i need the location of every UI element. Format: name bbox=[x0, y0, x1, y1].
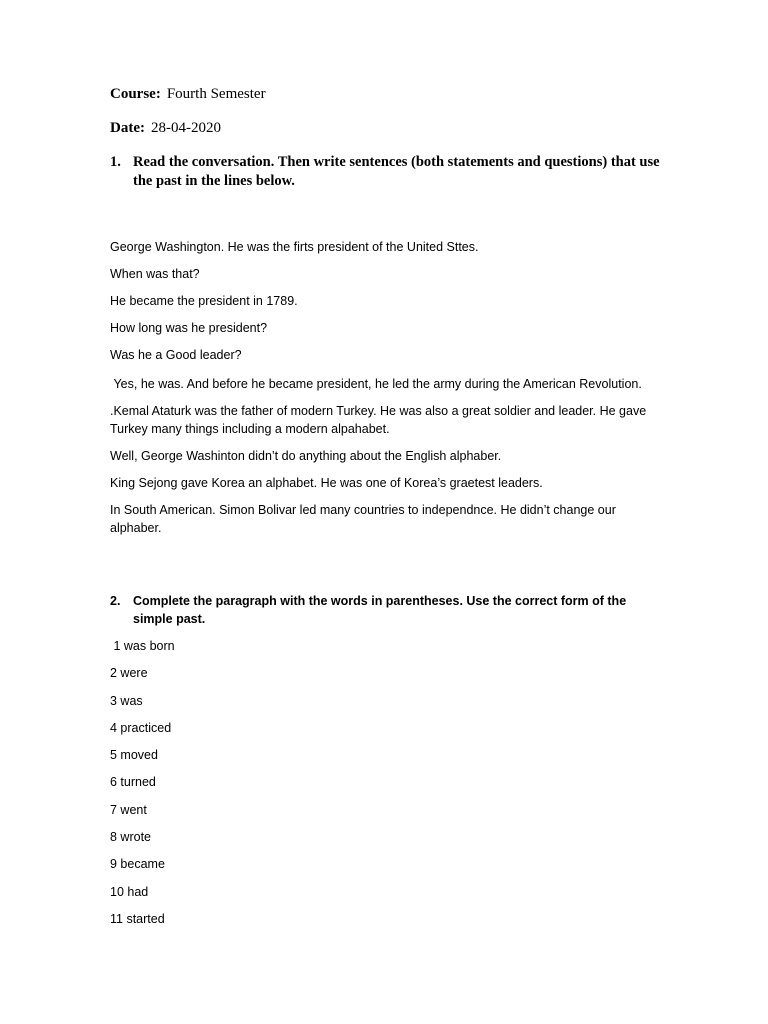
answer-item: 1 was born bbox=[110, 639, 175, 653]
answer-item: 10 had bbox=[110, 884, 149, 899]
question-2-text: Complete the paragraph with the words in parentheses. Use the correct form of the simple past. bbox=[133, 594, 627, 626]
conversation-list bbox=[110, 238, 650, 546]
conversation-line: In South American. Simon Bolivar led many countries to independnce. He didn’t change our alphaber. bbox=[110, 503, 616, 535]
answer-list bbox=[110, 637, 175, 937]
conversation-line: .Kemal Ataturk was the father of modern Turkey. He was also a great soldier and leader. He gave Turkey many things including a modern alpahabet. bbox=[110, 404, 647, 436]
date-label: Date: bbox=[110, 120, 145, 136]
conversation-line: When was that? bbox=[110, 267, 200, 281]
answer-item: 3 was bbox=[110, 693, 143, 708]
conversation-line: Yes, he was. And before he became president, he led the army during the American Revolution. bbox=[110, 377, 642, 391]
answer-item: 8 wrote bbox=[110, 830, 151, 845]
question-1 bbox=[110, 153, 670, 191]
date-line bbox=[110, 120, 221, 137]
conversation-line: Well, George Washinton didn’t do anything about the English alphaber. bbox=[110, 449, 502, 463]
answer-item: 7 went bbox=[110, 802, 147, 817]
conversation-line: He became the president in 1789. bbox=[110, 294, 298, 308]
answer-item: 5 moved bbox=[110, 748, 158, 763]
date-value: 28-04-2020 bbox=[150, 120, 221, 136]
conversation-line: George Washington. He was the firts president of the United Sttes. bbox=[110, 240, 479, 254]
answer-item: 4 practiced bbox=[110, 720, 172, 735]
course-line bbox=[110, 86, 266, 103]
question-1-text: Read the conversation. Then write sentences (both statements and questions) that use the past in the lines below. bbox=[133, 154, 660, 189]
answer-item: 9 became bbox=[110, 857, 165, 872]
question-1-number: 1. bbox=[110, 154, 121, 170]
answer-item: 2 were bbox=[110, 666, 148, 681]
answer-item: 11 started bbox=[110, 911, 165, 926]
conversation-line: Was he a Good leader? bbox=[110, 348, 242, 362]
question-2 bbox=[110, 592, 650, 628]
course-value: Fourth Semester bbox=[166, 86, 266, 102]
conversation-line: How long was he president? bbox=[110, 321, 268, 335]
question-2-number: 2. bbox=[110, 594, 121, 608]
conversation-line: King Sejong gave Korea an alphabet. He was one of Korea’s graetest leaders. bbox=[110, 476, 543, 490]
answer-item: 6 turned bbox=[110, 775, 156, 790]
course-label: Course: bbox=[110, 86, 161, 102]
